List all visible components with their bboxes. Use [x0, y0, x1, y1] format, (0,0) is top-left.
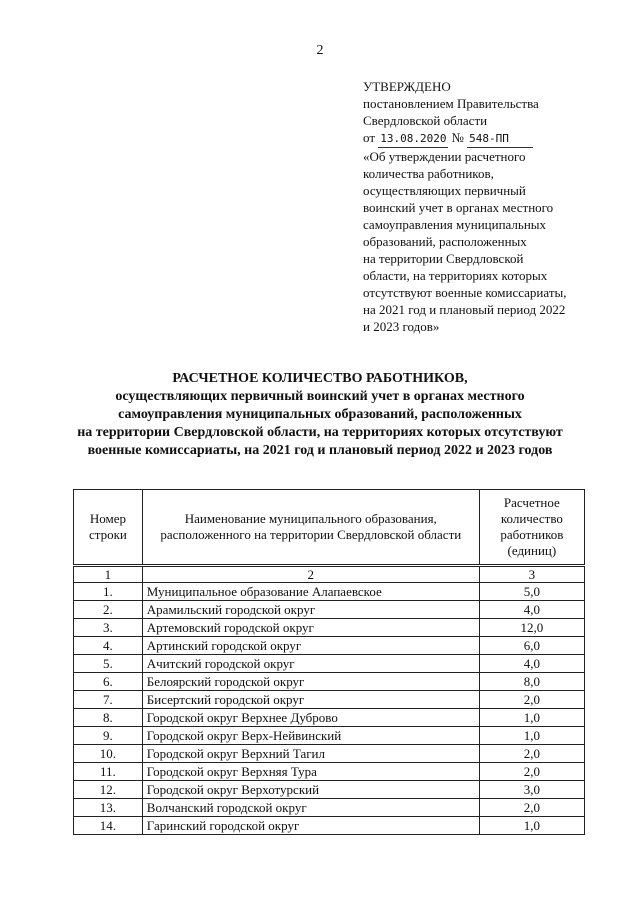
- row-number: 2.: [74, 601, 143, 619]
- row-number: 5.: [74, 655, 143, 673]
- row-number: 11.: [74, 763, 143, 781]
- column-numbers-row: [74, 566, 585, 583]
- municipality-name: Гаринский городской округ: [142, 817, 479, 835]
- worker-count: 2,0: [479, 799, 584, 817]
- workers-table: [73, 489, 585, 835]
- worker-count: 6,0: [479, 637, 584, 655]
- table-row: [74, 799, 585, 817]
- title-line: осуществляющих первичный воинский учет в органах местного: [115, 389, 525, 404]
- column-number: 1: [74, 566, 143, 583]
- table-row: [74, 601, 585, 619]
- worker-count: 5,0: [479, 583, 584, 601]
- municipality-name: Белоярский городской округ: [142, 673, 479, 691]
- worker-count: 12,0: [479, 619, 584, 637]
- subject-line: на 2021 год и плановый период 2022: [363, 302, 566, 317]
- table-row: [74, 637, 585, 655]
- subject-line: и 2023 годов»: [363, 319, 440, 334]
- approval-date-line: [363, 129, 633, 148]
- table-row: [74, 763, 585, 781]
- table-row: [74, 619, 585, 637]
- table-header-row: [74, 490, 585, 566]
- approval-block: [363, 78, 633, 335]
- worker-count: 2,0: [479, 745, 584, 763]
- subject-line: отсутствуют военные комиссариаты,: [363, 285, 567, 300]
- table-row: [74, 727, 585, 745]
- municipality-name: Городской округ Верх-Нейвинский: [142, 727, 479, 745]
- title-line: на территории Свердловской области, на территориях которых отсутствуют: [77, 425, 563, 440]
- from-label: от: [363, 130, 376, 145]
- title-main: РАСЧЕТНОЕ КОЛИЧЕСТВО РАБОТНИКОВ,: [172, 371, 468, 386]
- row-number: 1.: [74, 583, 143, 601]
- row-number: 8.: [74, 709, 143, 727]
- municipality-name: Городской округ Верхотурский: [142, 781, 479, 799]
- row-number: 7.: [74, 691, 143, 709]
- page-number: 2: [316, 43, 324, 58]
- header-row-number: Номер строки: [74, 490, 143, 566]
- worker-count: 4,0: [479, 655, 584, 673]
- row-number: 13.: [74, 799, 143, 817]
- title-line: военные комиссариаты, на 2021 год и плановый период 2022 и 2023 годов: [87, 443, 553, 458]
- table-row: [74, 673, 585, 691]
- row-number: 6.: [74, 673, 143, 691]
- table-row: [74, 583, 585, 601]
- table-row: [74, 745, 585, 763]
- row-number: 3.: [74, 619, 143, 637]
- row-number: 9.: [74, 727, 143, 745]
- subject-line: на территории Свердловской: [363, 251, 524, 266]
- worker-count: 1,0: [479, 727, 584, 745]
- approval-number: 548-ПП: [467, 130, 533, 148]
- worker-count: 2,0: [479, 691, 584, 709]
- header-worker-count: Расчетное количество работников (единиц): [479, 490, 584, 566]
- worker-count: 4,0: [479, 601, 584, 619]
- worker-count: 3,0: [479, 781, 584, 799]
- worker-count: 1,0: [479, 709, 584, 727]
- row-number: 10.: [74, 745, 143, 763]
- header-municipality: Наименование муниципального образования, расположенного на территории Свердловской области: [142, 490, 479, 566]
- column-number: 2: [142, 566, 479, 583]
- subject-line: области, на территориях которых: [363, 268, 548, 283]
- number-label: №: [451, 130, 464, 145]
- subject-line: самоуправления муниципальных: [363, 217, 547, 232]
- subject-line: образований, расположенных: [363, 234, 527, 249]
- municipality-name: Муниципальное образование Алапаевское: [142, 583, 479, 601]
- municipality-name: Волчанский городской округ: [142, 799, 479, 817]
- municipality-name: Арамильский городской округ: [142, 601, 479, 619]
- row-number: 4.: [74, 637, 143, 655]
- subject-line: воинский учет в органах местного: [363, 200, 554, 215]
- table-row: [74, 655, 585, 673]
- municipality-name: Артинский городской округ: [142, 637, 479, 655]
- row-number: 14.: [74, 817, 143, 835]
- table-body: [74, 583, 585, 835]
- table-row: [74, 817, 585, 835]
- worker-count: 8,0: [479, 673, 584, 691]
- approved-label: УТВЕРЖДЕНО: [363, 79, 451, 94]
- worker-count: 1,0: [479, 817, 584, 835]
- subject-line: осуществляющих первичный: [363, 183, 526, 198]
- municipality-name: Городской округ Верхнее Дуброво: [142, 709, 479, 727]
- document-title: [40, 370, 600, 460]
- column-number: 3: [479, 566, 584, 583]
- title-line: самоуправления муниципальных образований, расположенных: [118, 407, 522, 422]
- subject-line: количества работников,: [363, 166, 494, 181]
- subject-line: «Об утверждении расчетного: [363, 149, 526, 164]
- row-number: 12.: [74, 781, 143, 799]
- municipality-name: Ачитский городской округ: [142, 655, 479, 673]
- municipality-name: Артемовский городской округ: [142, 619, 479, 637]
- approval-line-2: Свердловской области: [363, 113, 488, 128]
- worker-count: 2,0: [479, 763, 584, 781]
- approval-date: 13.08.2020: [378, 130, 448, 148]
- table-row: [74, 781, 585, 799]
- municipality-name: Бисертский городской округ: [142, 691, 479, 709]
- municipality-name: Городской округ Верхняя Тура: [142, 763, 479, 781]
- approval-line-1: постановлением Правительства: [363, 96, 539, 111]
- table-row: [74, 691, 585, 709]
- municipality-name: Городской округ Верхний Тагил: [142, 745, 479, 763]
- table-row: [74, 709, 585, 727]
